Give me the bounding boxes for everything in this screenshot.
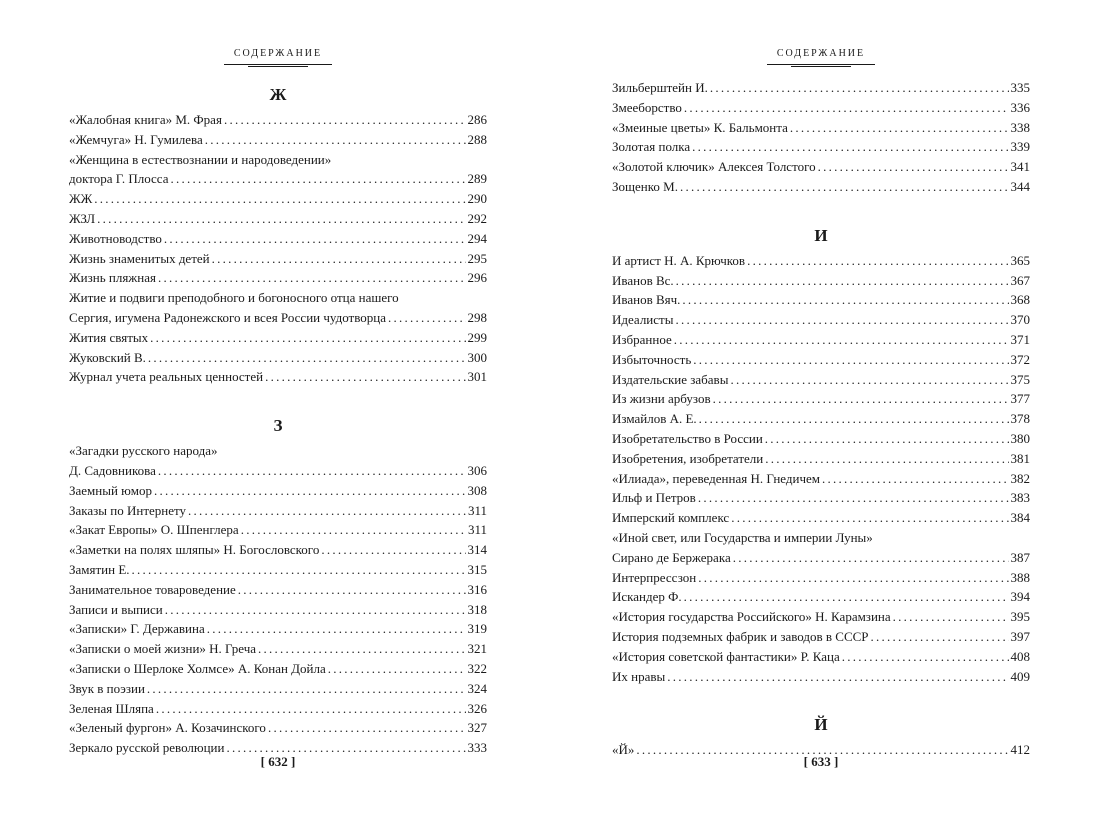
toc-entry-title: «Записки» Г. Державина bbox=[69, 621, 205, 637]
dot-leader bbox=[205, 130, 466, 150]
dot-leader bbox=[713, 389, 1009, 409]
toc-entry-title-line: «Иной свет, или Государства и империи Луны» bbox=[612, 529, 873, 545]
dot-leader bbox=[321, 540, 465, 560]
dot-leader bbox=[730, 370, 1008, 390]
toc-entry bbox=[69, 600, 487, 620]
toc-entry bbox=[612, 429, 1030, 449]
toc-entry-title: Иванов Вяч. bbox=[612, 292, 681, 308]
toc-entry-page-number: 380 bbox=[1010, 430, 1030, 446]
toc-entry-title: Иванов Вс. bbox=[612, 272, 674, 288]
toc-entry-row bbox=[612, 548, 1030, 568]
toc-entry-page-number: 365 bbox=[1010, 252, 1030, 268]
toc-entry-title: Звук в поэзии bbox=[69, 680, 145, 696]
toc-entry-page-number: 368 bbox=[1010, 292, 1030, 308]
dot-leader bbox=[699, 409, 1009, 429]
toc-entry-row bbox=[612, 137, 1030, 157]
toc-entry-row bbox=[69, 619, 487, 639]
toc-entry-page-number: 324 bbox=[467, 680, 487, 696]
toc-entry-page-number: 295 bbox=[467, 250, 487, 266]
dot-leader bbox=[97, 209, 465, 229]
toc-entry-page-number: 336 bbox=[1010, 99, 1030, 115]
toc-entry-page-number: 296 bbox=[467, 270, 487, 286]
toc-entry bbox=[69, 619, 487, 639]
dot-leader bbox=[265, 367, 465, 387]
toc-entry-title-line: «Женщина в естествознании и народоведении» bbox=[69, 151, 332, 167]
toc-entry bbox=[69, 580, 487, 600]
toc-entry-row bbox=[69, 189, 487, 209]
toc-entry bbox=[69, 540, 487, 560]
toc-entry-title: «Зеленый фургон» А. Козачинского bbox=[69, 720, 266, 736]
toc-entry bbox=[612, 449, 1030, 469]
toc-entry-row bbox=[612, 251, 1030, 271]
toc-entry bbox=[69, 288, 487, 328]
toc-entry bbox=[612, 528, 1030, 568]
toc-entry bbox=[612, 469, 1030, 489]
toc-entry-title: Издательские забавы bbox=[612, 371, 729, 387]
toc-entry-row bbox=[612, 310, 1030, 330]
toc-entry-title: «Заметки на полях шляпы» Н. Богословского bbox=[69, 542, 320, 558]
toc-entry-page-number: 294 bbox=[467, 230, 487, 246]
page-number: [ 633 ] bbox=[803, 754, 839, 769]
toc-entry-row bbox=[69, 130, 487, 150]
running-head: СОДЕРЖАНИЕ bbox=[776, 48, 866, 59]
toc-entry bbox=[69, 679, 487, 699]
toc-entry-page-number: 333 bbox=[467, 740, 487, 756]
dot-leader bbox=[675, 310, 1008, 330]
toc-entry-page-number: 292 bbox=[467, 210, 487, 226]
toc-entry-row bbox=[612, 330, 1030, 350]
toc-entry-row bbox=[69, 520, 487, 540]
dot-leader bbox=[268, 718, 466, 738]
toc-entry bbox=[69, 367, 487, 387]
toc-entry bbox=[612, 98, 1030, 118]
dot-leader bbox=[241, 520, 466, 540]
dot-leader bbox=[822, 469, 1008, 489]
toc-entry-page-number: 335 bbox=[1010, 80, 1030, 95]
toc-entry-page-number: 308 bbox=[467, 482, 487, 498]
toc-entry-page-number: 311 bbox=[467, 522, 487, 538]
toc-entry-page-number: 316 bbox=[467, 581, 487, 597]
toc-entry-title: Избранное bbox=[612, 331, 672, 347]
toc-entry-page-number: 382 bbox=[1010, 470, 1030, 486]
toc-entry-row bbox=[69, 169, 487, 189]
toc-entry-title: Искандер Ф. bbox=[612, 589, 682, 605]
toc-entry-title: И артист Н. А. Крючков bbox=[612, 252, 746, 268]
toc-entry-page-number: 300 bbox=[467, 349, 487, 365]
toc-entry-page-number: 322 bbox=[467, 660, 487, 676]
toc-entry-page-number: 383 bbox=[1010, 490, 1030, 506]
toc-entry-title: Избыточность bbox=[612, 351, 692, 367]
toc-entry-page-number: 321 bbox=[467, 641, 487, 657]
dot-leader bbox=[692, 137, 1008, 157]
right-page bbox=[612, 0, 1030, 825]
toc-entry-title: «Жемчуга» Н. Гумилева bbox=[69, 131, 203, 147]
dot-leader bbox=[731, 508, 1008, 528]
toc-entry-row bbox=[612, 647, 1030, 667]
toc-entry-page-number: 306 bbox=[467, 462, 487, 478]
toc-entry-page-number: 286 bbox=[467, 112, 487, 127]
toc-entry-page-number: 388 bbox=[1010, 569, 1030, 585]
toc-entry-title: Животноводство bbox=[69, 230, 162, 246]
toc-entry bbox=[69, 659, 487, 679]
toc-entry-row bbox=[612, 78, 1030, 98]
toc-entry-title: Золотая полка bbox=[612, 139, 691, 155]
dot-leader bbox=[188, 501, 466, 521]
toc-entry-page-number: 341 bbox=[1010, 159, 1030, 175]
toc-entry-row bbox=[69, 718, 487, 738]
dot-leader bbox=[667, 667, 1008, 687]
toc-entry-title: «Записки о Шерлоке Холмсе» А. Конан Дойла bbox=[69, 660, 326, 676]
toc-entry-page-number: 372 bbox=[1010, 351, 1030, 367]
dot-leader bbox=[893, 607, 1009, 627]
dot-leader bbox=[165, 600, 466, 620]
toc-entry-row bbox=[612, 667, 1030, 687]
toc-entry-row bbox=[612, 449, 1030, 469]
toc-entry-row bbox=[612, 607, 1030, 627]
toc-entry-title: «История государства Российского» Н. Карамзина bbox=[612, 609, 891, 625]
section-letter: З bbox=[273, 416, 283, 436]
toc-entry-title: «История советской фантастики» Р. Каца bbox=[612, 648, 840, 664]
dot-leader bbox=[684, 587, 1009, 607]
toc-entry-title: Жития святых bbox=[69, 329, 149, 345]
toc-entry-title: Сергия, игумена Радонежского и всея России чудотворца bbox=[69, 309, 386, 325]
toc-entry bbox=[612, 290, 1030, 310]
toc-entry-row bbox=[69, 328, 487, 348]
dot-leader bbox=[765, 449, 1008, 469]
toc-entry-row bbox=[69, 367, 487, 387]
toc-entry bbox=[612, 667, 1030, 687]
toc-entry-row bbox=[612, 177, 1030, 197]
toc-entry-title: Изобретения, изобретатели bbox=[612, 450, 764, 466]
toc-entry-page-number: 412 bbox=[1010, 742, 1030, 758]
toc-entry-title: Зеркало русской революции bbox=[69, 740, 225, 756]
toc-entry-page-number: 408 bbox=[1010, 648, 1030, 664]
dot-leader bbox=[747, 251, 1008, 271]
toc-entry-page-number: 301 bbox=[467, 369, 487, 385]
dot-leader bbox=[150, 328, 465, 348]
toc-entry bbox=[612, 568, 1030, 588]
toc-entry bbox=[612, 350, 1030, 370]
toc-entry-row bbox=[612, 98, 1030, 118]
toc-content bbox=[612, 78, 1030, 760]
toc-entry bbox=[69, 209, 487, 229]
toc-entry-page-number: 338 bbox=[1010, 119, 1030, 135]
toc-entry-title: доктора Г. Плосса bbox=[69, 171, 169, 187]
toc-entry bbox=[69, 441, 487, 481]
toc-content bbox=[69, 82, 487, 758]
toc-entry bbox=[612, 118, 1030, 138]
toc-entry-row bbox=[69, 501, 487, 521]
toc-entry-page-number: 394 bbox=[1010, 589, 1030, 605]
toc-entry-page-number: 384 bbox=[1010, 510, 1030, 526]
toc-entry-title: Измайлов А. Е. bbox=[612, 411, 697, 427]
toc-entry bbox=[69, 718, 487, 738]
dot-leader bbox=[158, 268, 466, 288]
toc-entry-title: Замятин Е. bbox=[69, 561, 130, 577]
toc-entry-title: Идеалисты bbox=[612, 312, 674, 328]
toc-entry-row bbox=[69, 540, 487, 560]
toc-entry-row bbox=[69, 679, 487, 699]
dot-leader bbox=[698, 568, 1008, 588]
toc-entry-row bbox=[612, 290, 1030, 310]
toc-entry bbox=[69, 560, 487, 580]
toc-entry-title: Их нравы bbox=[612, 668, 666, 684]
toc-entry-page-number: 395 bbox=[1010, 609, 1030, 625]
toc-entry bbox=[612, 389, 1030, 409]
toc-entry bbox=[612, 251, 1030, 271]
toc-entry bbox=[612, 157, 1030, 177]
toc-entry bbox=[69, 328, 487, 348]
toc-entry-title: Змееборство bbox=[612, 99, 682, 115]
toc-entry-title: Изобретательство в России bbox=[612, 430, 763, 446]
toc-entry-title: «Й» bbox=[612, 742, 635, 758]
toc-entry-title: Ильф и Петров bbox=[612, 490, 696, 506]
toc-entry-title: «Золотой ключик» Алексея Толстого bbox=[612, 159, 816, 175]
toc-entry-row bbox=[69, 639, 487, 659]
toc-entry-page-number: 339 bbox=[1010, 139, 1030, 155]
toc-entry-row bbox=[69, 209, 487, 229]
page-number: [ 632 ] bbox=[260, 754, 296, 769]
dot-leader bbox=[842, 647, 1009, 667]
toc-entry-page-number: 370 bbox=[1010, 312, 1030, 328]
toc-entry-title: Из жизни арбузов bbox=[612, 391, 711, 407]
dot-leader bbox=[158, 461, 466, 481]
toc-entry-row bbox=[612, 409, 1030, 429]
toc-entry bbox=[612, 137, 1030, 157]
toc-entry-row bbox=[69, 268, 487, 288]
toc-entry-row bbox=[69, 699, 487, 719]
toc-entry bbox=[69, 130, 487, 150]
toc-entry-row bbox=[69, 348, 487, 368]
dot-leader bbox=[790, 118, 1009, 138]
toc-entry-page-number: 387 bbox=[1010, 549, 1030, 565]
toc-entry-page-number: 315 bbox=[467, 561, 487, 577]
dot-leader bbox=[871, 627, 1009, 647]
toc-entry-page-number: 319 bbox=[467, 621, 487, 637]
left-page bbox=[69, 0, 487, 825]
dot-leader bbox=[94, 189, 465, 209]
dot-leader bbox=[258, 639, 465, 659]
toc-entry-title: «Змеиные цветы» К. Бальмонта bbox=[612, 119, 788, 135]
toc-entry-row bbox=[612, 587, 1030, 607]
toc-entry-title: Жизнь знаменитых детей bbox=[69, 250, 210, 266]
toc-entry-row bbox=[612, 118, 1030, 138]
dot-leader bbox=[147, 679, 466, 699]
toc-entry-row bbox=[612, 568, 1030, 588]
toc-entry-page-number: 371 bbox=[1010, 331, 1030, 347]
toc-entry bbox=[69, 110, 487, 130]
toc-entry-title: Зощенко М. bbox=[612, 178, 678, 194]
dot-leader bbox=[818, 157, 1009, 177]
toc-entry-row bbox=[612, 508, 1030, 528]
toc-entry-row bbox=[69, 600, 487, 620]
toc-entry-title: «Жалобная книга» М. Фрая bbox=[69, 112, 222, 127]
section-letter: Й bbox=[814, 715, 828, 735]
toc-entry-row bbox=[612, 469, 1030, 489]
toc-entry bbox=[612, 607, 1030, 627]
toc-entry bbox=[69, 249, 487, 269]
toc-entry-title: Заказы по Интернету bbox=[69, 502, 187, 518]
toc-entry-title: Заемный юмор bbox=[69, 482, 152, 498]
toc-entry bbox=[612, 488, 1030, 508]
head-rule bbox=[767, 64, 875, 67]
toc-entry bbox=[612, 370, 1030, 390]
toc-entry-title-line: Житие и подвиги преподобного и богоносного отца нашего bbox=[69, 290, 399, 306]
toc-entry bbox=[612, 330, 1030, 350]
toc-entry-row bbox=[612, 350, 1030, 370]
toc-entry bbox=[612, 271, 1030, 291]
dot-leader bbox=[224, 110, 466, 130]
toc-entry-title: Сирано де Бержерака bbox=[612, 549, 731, 565]
toc-entry bbox=[612, 78, 1030, 98]
dot-leader bbox=[710, 78, 1009, 98]
section-gap bbox=[612, 686, 1030, 712]
dot-leader bbox=[680, 177, 1009, 197]
toc-entry-title: Журнал учета реальных ценностей bbox=[69, 369, 264, 385]
toc-entry-page-number: 318 bbox=[467, 601, 487, 617]
toc-entry bbox=[612, 177, 1030, 197]
toc-entry-page-number: 326 bbox=[467, 700, 487, 716]
toc-entry bbox=[612, 627, 1030, 647]
dot-leader bbox=[676, 271, 1009, 291]
toc-entry-page-number: 381 bbox=[1010, 450, 1030, 466]
toc-entry bbox=[612, 647, 1030, 667]
toc-entry-title: Жизнь пляжная bbox=[69, 270, 156, 286]
toc-entry-title: Записи и выписи bbox=[69, 601, 163, 617]
dot-leader bbox=[148, 348, 466, 368]
toc-entry-row bbox=[612, 627, 1030, 647]
section-letter: Ж bbox=[269, 85, 287, 104]
toc-entry-row bbox=[69, 481, 487, 501]
toc-entry-page-number: 367 bbox=[1010, 272, 1030, 288]
toc-entry-page-number: 375 bbox=[1010, 371, 1030, 387]
toc-entry bbox=[69, 189, 487, 209]
toc-entry bbox=[69, 639, 487, 659]
toc-entry-title: Имперский комплекс bbox=[612, 510, 730, 526]
toc-entry-title: Занимательное товароведение bbox=[69, 581, 236, 597]
toc-entry bbox=[612, 587, 1030, 607]
toc-entry-page-number: 378 bbox=[1010, 411, 1030, 427]
toc-entry bbox=[69, 501, 487, 521]
toc-entry-row bbox=[69, 229, 487, 249]
section-gap bbox=[612, 197, 1030, 223]
dot-leader bbox=[132, 560, 466, 580]
toc-entry-title: Жуковский В. bbox=[69, 349, 146, 365]
toc-entry-page-number: 288 bbox=[467, 131, 487, 147]
toc-entry-row bbox=[69, 580, 487, 600]
dot-leader bbox=[154, 481, 466, 501]
dot-leader bbox=[698, 488, 1009, 508]
dot-leader bbox=[212, 249, 466, 269]
dot-leader bbox=[682, 290, 1008, 310]
toc-entry-title: «Записки о моей жизни» Н. Греча bbox=[69, 641, 257, 657]
toc-entry-row bbox=[69, 110, 487, 130]
toc-entry-title: «Илиада», переведенная Н. Гнедичем bbox=[612, 470, 821, 486]
toc-entry-page-number: 299 bbox=[467, 329, 487, 345]
dot-leader bbox=[328, 659, 466, 679]
dot-leader bbox=[164, 229, 466, 249]
toc-entry-title: История подземных фабрик и заводов в СССР bbox=[612, 628, 869, 644]
toc-entry bbox=[69, 229, 487, 249]
toc-entry-row bbox=[612, 157, 1030, 177]
toc-entry-title: ЖЗЛ bbox=[69, 210, 96, 226]
dot-leader bbox=[684, 98, 1009, 118]
toc-entry-title-line: «Загадки русского народа» bbox=[69, 443, 218, 459]
toc-entry-row bbox=[69, 461, 487, 481]
toc-entry-row bbox=[612, 488, 1030, 508]
dot-leader bbox=[733, 548, 1009, 568]
dot-leader bbox=[156, 699, 466, 719]
toc-entry-page-number: 327 bbox=[467, 720, 487, 736]
toc-entry bbox=[612, 508, 1030, 528]
dot-leader bbox=[171, 169, 466, 189]
toc-entry-row bbox=[612, 429, 1030, 449]
toc-entry bbox=[69, 520, 487, 540]
toc-entry-title: Зеленая Шляпа bbox=[69, 700, 154, 716]
toc-entry-title: Зильберштейн И. bbox=[612, 80, 708, 95]
toc-entry-row bbox=[69, 659, 487, 679]
toc-entry bbox=[612, 310, 1030, 330]
toc-entry-page-number: 409 bbox=[1010, 668, 1030, 684]
running-head: СОДЕРЖАНИЕ bbox=[233, 48, 323, 59]
toc-entry-title: «Закат Европы» О. Шпенглера bbox=[69, 522, 239, 538]
toc-entry-page-number: 314 bbox=[467, 542, 487, 558]
section-gap bbox=[69, 387, 487, 413]
toc-entry-page-number: 298 bbox=[467, 309, 487, 325]
toc-entry-row bbox=[69, 560, 487, 580]
dot-leader bbox=[207, 619, 466, 639]
toc-entry-row bbox=[612, 271, 1030, 291]
toc-entry bbox=[69, 150, 487, 190]
toc-entry bbox=[69, 699, 487, 719]
toc-entry bbox=[612, 409, 1030, 429]
toc-entry-title: Д. Садовникова bbox=[69, 462, 156, 478]
dot-leader bbox=[238, 580, 466, 600]
toc-entry bbox=[69, 268, 487, 288]
toc-entry-row bbox=[69, 249, 487, 269]
toc-entry-page-number: 290 bbox=[467, 191, 487, 207]
toc-entry-page-number: 289 bbox=[467, 171, 487, 187]
section-letter: И bbox=[814, 225, 828, 245]
toc-entry-row bbox=[612, 370, 1030, 390]
toc-entry-page-number: 344 bbox=[1010, 178, 1030, 194]
toc-entry-row bbox=[69, 308, 487, 328]
dot-leader bbox=[693, 350, 1008, 370]
toc-entry-title: ЖЖ bbox=[69, 191, 93, 207]
toc-entry bbox=[69, 348, 487, 368]
toc-entry-row bbox=[612, 389, 1030, 409]
dot-leader bbox=[388, 308, 466, 328]
toc-entry bbox=[69, 481, 487, 501]
toc-entry-page-number: 311 bbox=[467, 502, 487, 518]
toc-entry-page-number: 397 bbox=[1010, 628, 1030, 644]
dot-leader bbox=[765, 429, 1009, 449]
toc-entry-title: Интерпрессзон bbox=[612, 569, 697, 585]
dot-leader bbox=[674, 330, 1009, 350]
toc-entry-page-number: 377 bbox=[1010, 391, 1030, 407]
head-rule bbox=[224, 64, 332, 67]
